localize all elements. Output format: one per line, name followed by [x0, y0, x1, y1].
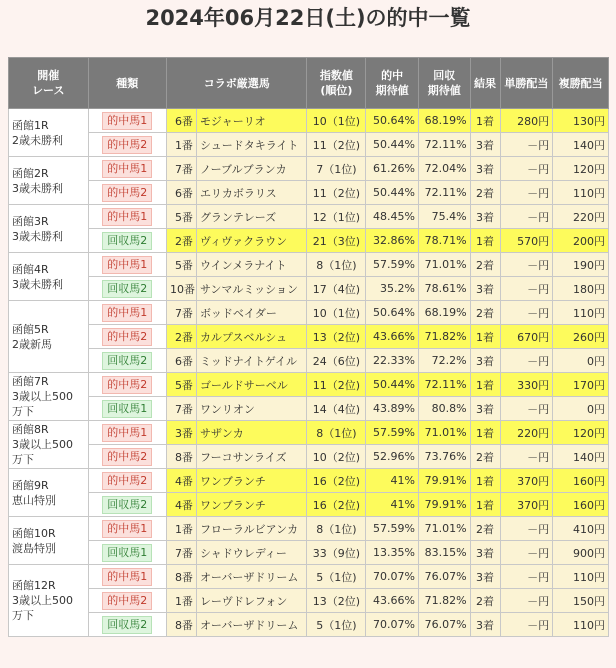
- horse-number: 7番: [167, 301, 197, 325]
- hit-expectation: 41%: [366, 493, 419, 517]
- index-value: 5（1位): [307, 565, 366, 589]
- col-race: 開催 レース: [9, 58, 89, 109]
- win-payout: －円: [500, 589, 553, 613]
- col-hit-exp: 的中 期待値: [366, 58, 419, 109]
- table-row: [9, 613, 609, 637]
- win-payout: －円: [500, 157, 553, 181]
- result: 3着: [470, 349, 500, 373]
- race-cell: 函館10R 渡島特別: [9, 517, 89, 565]
- col-place-pay: 複勝配当: [553, 58, 609, 109]
- place-payout: 140円: [553, 133, 609, 157]
- win-payout: －円: [500, 397, 553, 421]
- recovery-expectation: 79.91%: [418, 493, 470, 517]
- horse-number: 6番: [167, 109, 197, 133]
- type-cell: [88, 229, 166, 253]
- hit-expectation: 50.64%: [366, 301, 419, 325]
- table-row: [9, 325, 609, 349]
- type-cell: [88, 181, 166, 205]
- place-payout: 110円: [553, 181, 609, 205]
- recovery-expectation: 78.61%: [418, 277, 470, 301]
- type-cell: [88, 109, 166, 133]
- recovery-expectation: 71.01%: [418, 421, 470, 445]
- win-payout: 370円: [500, 493, 553, 517]
- win-payout: 220円: [500, 421, 553, 445]
- hit-badge: 的中馬2: [102, 472, 152, 490]
- hit-expectation: 22.33%: [366, 349, 419, 373]
- horse-name: ワンリオン: [196, 397, 306, 421]
- win-payout: －円: [500, 133, 553, 157]
- horse-number: 6番: [167, 181, 197, 205]
- hit-expectation: 32.86%: [366, 229, 419, 253]
- recovery-expectation: 80.8%: [418, 397, 470, 421]
- hit-badge: 的中馬1: [102, 304, 152, 322]
- horse-number: 8番: [167, 613, 197, 637]
- horse-name: ノーブルブランカ: [196, 157, 306, 181]
- result: 2着: [470, 253, 500, 277]
- win-payout: －円: [500, 349, 553, 373]
- horse-number: 8番: [167, 445, 197, 469]
- type-cell: [88, 277, 166, 301]
- horse-name: オーバーザドリーム: [196, 565, 306, 589]
- index-value: 7（1位): [307, 157, 366, 181]
- type-cell: [88, 517, 166, 541]
- recovery-badge: 回収馬2: [102, 280, 152, 298]
- horse-number: 7番: [167, 397, 197, 421]
- col-win-pay: 単勝配当: [500, 58, 553, 109]
- recovery-expectation: 72.2%: [418, 349, 470, 373]
- type-cell: [88, 349, 166, 373]
- result: 2着: [470, 301, 500, 325]
- result: 1着: [470, 325, 500, 349]
- result: 2着: [470, 517, 500, 541]
- table-row: [9, 541, 609, 565]
- recovery-expectation: 72.11%: [418, 373, 470, 397]
- race-cell: 函館3R 3歳未勝利: [9, 205, 89, 253]
- index-value: 11（2位): [307, 181, 366, 205]
- horse-number: 5番: [167, 373, 197, 397]
- table-row: [9, 349, 609, 373]
- hit-badge: 的中馬1: [102, 424, 152, 442]
- race-cell: 函館4R 3歳未勝利: [9, 253, 89, 301]
- horse-name: レーヴドレフォン: [196, 589, 306, 613]
- recovery-badge: 回収馬2: [102, 616, 152, 634]
- place-payout: 200円: [553, 229, 609, 253]
- type-cell: [88, 445, 166, 469]
- type-cell: [88, 157, 166, 181]
- hit-badge: 的中馬1: [102, 520, 152, 538]
- hit-badge: 的中馬1: [102, 256, 152, 274]
- place-payout: 110円: [553, 301, 609, 325]
- win-payout: －円: [500, 445, 553, 469]
- race-cell: 函館2R 3歳未勝利: [9, 157, 89, 205]
- horse-number: 5番: [167, 253, 197, 277]
- col-index: 指数値 (順位): [307, 58, 366, 109]
- hit-expectation: 48.45%: [366, 205, 419, 229]
- index-value: 21（3位): [307, 229, 366, 253]
- page-title: 2024年06月22日(土)の的中一覧: [145, 6, 471, 30]
- index-value: 10（1位): [307, 109, 366, 133]
- recovery-expectation: 75.4%: [418, 205, 470, 229]
- horse-name: ウインメラナイト: [196, 253, 306, 277]
- result: 2着: [470, 445, 500, 469]
- horse-number: 1番: [167, 589, 197, 613]
- result: 1着: [470, 493, 500, 517]
- horse-name: フーコサンライズ: [196, 445, 306, 469]
- place-payout: 410円: [553, 517, 609, 541]
- table-row: [9, 517, 609, 541]
- horse-name: カルプスベルシュ: [196, 325, 306, 349]
- hit-badge: 的中馬1: [102, 568, 152, 586]
- type-cell: [88, 133, 166, 157]
- horse-name: シャドウレディー: [196, 541, 306, 565]
- recovery-expectation: 71.01%: [418, 517, 470, 541]
- hit-expectation: 41%: [366, 469, 419, 493]
- type-cell: [88, 421, 166, 445]
- race-cell: 函館9R 恵山特別: [9, 469, 89, 517]
- index-value: 8（1位): [307, 421, 366, 445]
- type-cell: [88, 301, 166, 325]
- horse-name: グランテレーズ: [196, 205, 306, 229]
- place-payout: 170円: [553, 373, 609, 397]
- horse-number: 7番: [167, 157, 197, 181]
- place-payout: 110円: [553, 565, 609, 589]
- table-row: [9, 253, 609, 277]
- hit-expectation: 50.64%: [366, 109, 419, 133]
- result: 3着: [470, 133, 500, 157]
- table-row: [9, 421, 609, 445]
- hit-expectation: 50.44%: [366, 373, 419, 397]
- recovery-expectation: 72.04%: [418, 157, 470, 181]
- recovery-expectation: 71.82%: [418, 589, 470, 613]
- hit-expectation: 70.07%: [366, 565, 419, 589]
- table-row: [9, 589, 609, 613]
- index-value: 13（2位): [307, 325, 366, 349]
- place-payout: 220円: [553, 205, 609, 229]
- win-payout: 330円: [500, 373, 553, 397]
- horse-name: サザンカ: [196, 421, 306, 445]
- hit-expectation: 43.66%: [366, 325, 419, 349]
- result: 3着: [470, 277, 500, 301]
- result: 3着: [470, 157, 500, 181]
- table-row: [9, 493, 609, 517]
- type-cell: [88, 589, 166, 613]
- hit-expectation: 57.59%: [366, 517, 419, 541]
- horse-number: 3番: [167, 421, 197, 445]
- hit-expectation: 61.26%: [366, 157, 419, 181]
- result: 3着: [470, 397, 500, 421]
- hit-expectation: 43.66%: [366, 589, 419, 613]
- hit-expectation: 13.35%: [366, 541, 419, 565]
- index-value: 16（2位): [307, 493, 366, 517]
- recovery-expectation: 72.11%: [418, 181, 470, 205]
- horse-name: モジャーリオ: [196, 109, 306, 133]
- result: 3着: [470, 541, 500, 565]
- recovery-expectation: 83.15%: [418, 541, 470, 565]
- result: 3着: [470, 613, 500, 637]
- table-row: [9, 157, 609, 181]
- horse-name: フローラルビアンカ: [196, 517, 306, 541]
- place-payout: 130円: [553, 109, 609, 133]
- table-row: [9, 229, 609, 253]
- horse-name: ワンブランチ: [196, 493, 306, 517]
- recovery-expectation: 76.07%: [418, 613, 470, 637]
- horse-number: 7番: [167, 541, 197, 565]
- recovery-expectation: 73.76%: [418, 445, 470, 469]
- result: 1着: [470, 229, 500, 253]
- hit-badge: 的中馬2: [102, 328, 152, 346]
- horse-number: 1番: [167, 517, 197, 541]
- hit-expectation: 50.44%: [366, 181, 419, 205]
- col-type: 種類: [88, 58, 166, 109]
- horse-name: オーバーザドリーム: [196, 613, 306, 637]
- place-payout: 160円: [553, 469, 609, 493]
- horse-number: 4番: [167, 469, 197, 493]
- index-value: 24（6位): [307, 349, 366, 373]
- win-payout: 570円: [500, 229, 553, 253]
- horse-name: ヴィヴァクラウン: [196, 229, 306, 253]
- result: 3着: [470, 205, 500, 229]
- result: 2着: [470, 181, 500, 205]
- horse-number: 2番: [167, 325, 197, 349]
- place-payout: 260円: [553, 325, 609, 349]
- table-row: [9, 109, 609, 133]
- index-value: 10（1位): [307, 301, 366, 325]
- horse-number: 5番: [167, 205, 197, 229]
- index-value: 33（9位): [307, 541, 366, 565]
- hit-badge: 的中馬2: [102, 376, 152, 394]
- type-cell: [88, 373, 166, 397]
- index-value: 13（2位): [307, 589, 366, 613]
- recovery-badge: 回収馬2: [102, 496, 152, 514]
- result: 1着: [470, 421, 500, 445]
- table-row: [9, 445, 609, 469]
- win-payout: －円: [500, 277, 553, 301]
- table-row: [9, 397, 609, 421]
- win-payout: 280円: [500, 109, 553, 133]
- table-row: [9, 205, 609, 229]
- horse-number: 10番: [167, 277, 197, 301]
- table-row: [9, 301, 609, 325]
- horse-name: エリカボラリス: [196, 181, 306, 205]
- place-payout: 150円: [553, 589, 609, 613]
- hit-badge: 的中馬2: [102, 448, 152, 466]
- recovery-badge: 回収馬1: [102, 544, 152, 562]
- hit-badge: 的中馬2: [102, 184, 152, 202]
- type-cell: [88, 541, 166, 565]
- result: 3着: [470, 565, 500, 589]
- result: 1着: [470, 469, 500, 493]
- index-value: 17（4位): [307, 277, 366, 301]
- horse-name: サンマルミッション: [196, 277, 306, 301]
- index-value: 8（1位): [307, 517, 366, 541]
- index-value: 16（2位): [307, 469, 366, 493]
- table-row: [9, 181, 609, 205]
- race-cell: 函館1R 2歳未勝利: [9, 109, 89, 157]
- result: 1着: [470, 373, 500, 397]
- type-cell: [88, 493, 166, 517]
- index-value: 14（4位): [307, 397, 366, 421]
- recovery-expectation: 71.01%: [418, 253, 470, 277]
- recovery-badge: 回収馬1: [102, 400, 152, 418]
- horse-number: 1番: [167, 133, 197, 157]
- type-cell: [88, 565, 166, 589]
- table-row: [9, 565, 609, 589]
- place-payout: 160円: [553, 493, 609, 517]
- header-row: [9, 58, 609, 109]
- win-payout: －円: [500, 301, 553, 325]
- win-payout: 370円: [500, 469, 553, 493]
- results-table: [8, 57, 609, 637]
- index-value: 11（2位): [307, 133, 366, 157]
- place-payout: 180円: [553, 277, 609, 301]
- result: 2着: [470, 589, 500, 613]
- col-recov-exp: 回収 期待値: [418, 58, 470, 109]
- index-value: 8（1位): [307, 253, 366, 277]
- horse-number: 2番: [167, 229, 197, 253]
- type-cell: [88, 253, 166, 277]
- hit-badge: 的中馬1: [102, 208, 152, 226]
- horse-number: 8番: [167, 565, 197, 589]
- table-row: [9, 133, 609, 157]
- win-payout: －円: [500, 541, 553, 565]
- win-payout: －円: [500, 613, 553, 637]
- place-payout: 0円: [553, 397, 609, 421]
- win-payout: －円: [500, 205, 553, 229]
- recovery-expectation: 76.07%: [418, 565, 470, 589]
- win-payout: 670円: [500, 325, 553, 349]
- place-payout: 190円: [553, 253, 609, 277]
- recovery-expectation: 78.71%: [418, 229, 470, 253]
- result: 1着: [470, 109, 500, 133]
- place-payout: 120円: [553, 157, 609, 181]
- horse-number: 4番: [167, 493, 197, 517]
- type-cell: [88, 469, 166, 493]
- race-cell: 函館12R 3歳以上500 万下: [9, 565, 89, 637]
- hit-expectation: 57.59%: [366, 421, 419, 445]
- recovery-expectation: 79.91%: [418, 469, 470, 493]
- win-payout: －円: [500, 565, 553, 589]
- col-horse: コラボ厳選馬: [167, 58, 307, 109]
- place-payout: 140円: [553, 445, 609, 469]
- recovery-expectation: 71.82%: [418, 325, 470, 349]
- type-cell: [88, 325, 166, 349]
- type-cell: [88, 397, 166, 421]
- race-cell: 函館7R 3歳以上500 万下: [9, 373, 89, 421]
- hit-badge: 的中馬1: [102, 160, 152, 178]
- hit-badge: 的中馬2: [102, 136, 152, 154]
- recovery-badge: 回収馬2: [102, 232, 152, 250]
- type-cell: [88, 205, 166, 229]
- index-value: 12（1位): [307, 205, 366, 229]
- hit-expectation: 57.59%: [366, 253, 419, 277]
- table-row: [9, 373, 609, 397]
- race-cell: 函館8R 3歳以上500 万下: [9, 421, 89, 469]
- place-payout: 110円: [553, 613, 609, 637]
- place-payout: 0円: [553, 349, 609, 373]
- col-result: 結果: [470, 58, 500, 109]
- win-payout: －円: [500, 517, 553, 541]
- horse-number: 6番: [167, 349, 197, 373]
- win-payout: －円: [500, 253, 553, 277]
- win-payout: －円: [500, 181, 553, 205]
- hit-expectation: 70.07%: [366, 613, 419, 637]
- recovery-expectation: 68.19%: [418, 301, 470, 325]
- horse-name: ミッドナイトゲイル: [196, 349, 306, 373]
- table-row: [9, 469, 609, 493]
- hit-expectation: 50.44%: [366, 133, 419, 157]
- hit-badge: 的中馬1: [102, 112, 152, 130]
- recovery-expectation: 72.11%: [418, 133, 470, 157]
- index-value: 10（2位): [307, 445, 366, 469]
- horse-name: シュードタキライト: [196, 133, 306, 157]
- horse-name: ゴールドサーベル: [196, 373, 306, 397]
- hit-expectation: 52.96%: [366, 445, 419, 469]
- hit-expectation: 35.2%: [366, 277, 419, 301]
- horse-name: ワンブランチ: [196, 469, 306, 493]
- index-value: 11（2位): [307, 373, 366, 397]
- hit-expectation: 43.89%: [366, 397, 419, 421]
- index-value: 5（1位): [307, 613, 366, 637]
- recovery-badge: 回収馬2: [102, 352, 152, 370]
- table-row: [9, 277, 609, 301]
- type-cell: [88, 613, 166, 637]
- place-payout: 120円: [553, 421, 609, 445]
- recovery-expectation: 68.19%: [418, 109, 470, 133]
- horse-name: ボッドベイダー: [196, 301, 306, 325]
- place-payout: 900円: [553, 541, 609, 565]
- hit-badge: 的中馬2: [102, 592, 152, 610]
- race-cell: 函館5R 2歳新馬: [9, 301, 89, 373]
